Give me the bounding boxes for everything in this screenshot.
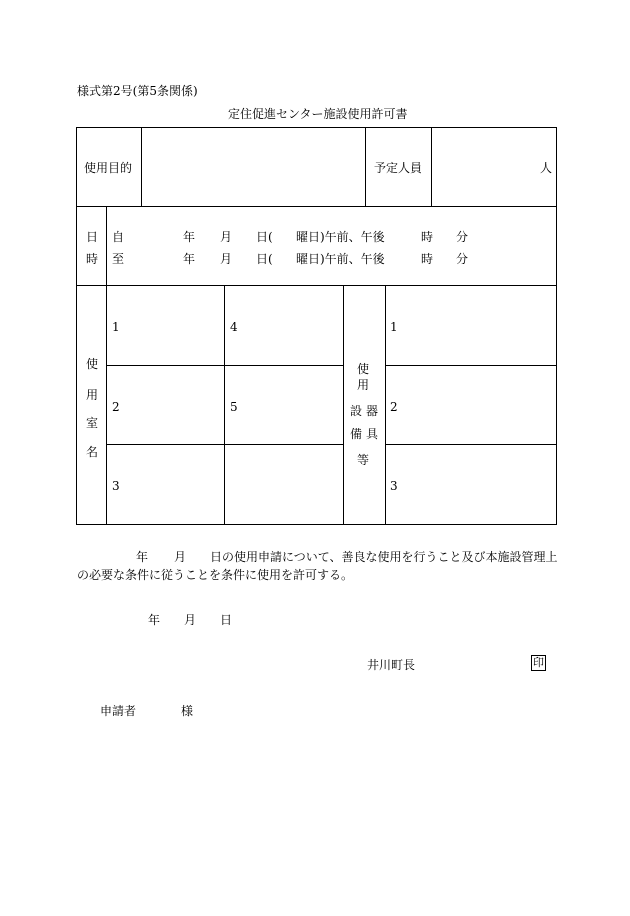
room-number: 2 — [112, 400, 120, 414]
col-divider — [106, 285, 107, 525]
permission-year: 年 — [136, 550, 149, 564]
room-number: 1 — [112, 320, 120, 334]
room-label-char: 用 — [86, 388, 99, 402]
room-label-char: 名 — [86, 445, 99, 459]
equipment-label-char: 具 — [366, 427, 379, 441]
from-year: 年 — [183, 230, 196, 244]
row-divider — [385, 365, 557, 366]
to-day: 日( — [256, 252, 273, 266]
permission-line1: 日の使用申請について、善良な使用を行うこと及び本施設管理上 — [210, 550, 558, 564]
room-number: 4 — [230, 320, 238, 334]
equipment-number: 1 — [390, 320, 398, 334]
equipment-label-char: 器 — [366, 404, 379, 418]
expected-people-label: 予定人員 — [374, 161, 423, 175]
document-title: 定住促進センター施設使用許可書 — [228, 107, 408, 121]
permission-line2: の必要な条件に従うことを条件に使用を許可する。 — [77, 568, 354, 582]
row-divider — [76, 285, 557, 286]
purpose-field[interactable] — [146, 135, 360, 201]
people-unit: 人 — [540, 161, 553, 175]
date-day: 日 — [220, 613, 233, 627]
equipment-label-char: 用 — [357, 378, 370, 392]
to-minute: 分 — [456, 252, 469, 266]
col-divider — [106, 206, 107, 285]
to-month: 月 — [220, 252, 233, 266]
to-hour: 時 — [421, 252, 434, 266]
room-number: 5 — [230, 400, 238, 414]
from-day: 日( — [256, 230, 273, 244]
col-divider — [365, 127, 366, 206]
equipment-number: 3 — [390, 479, 398, 493]
equipment-label-char: 使 — [357, 362, 370, 376]
col-divider — [343, 285, 344, 525]
row-divider — [385, 444, 557, 445]
room-number: 3 — [112, 479, 120, 493]
datetime-label-2: 時 — [86, 252, 99, 266]
room-label-char: 使 — [86, 357, 99, 371]
from-minute: 分 — [456, 230, 469, 244]
from-weekday: 曜日)午前、午後 — [296, 230, 385, 244]
col-divider — [141, 127, 142, 206]
form-number: 様式第2号(第5条関係) — [77, 84, 198, 98]
equipment-number: 2 — [390, 400, 398, 414]
date-year: 年 — [148, 613, 161, 627]
to-weekday: 曜日)午前、午後 — [296, 252, 385, 266]
equipment-label-char: 等 — [357, 453, 370, 467]
from-prefix: 自 — [112, 230, 125, 244]
permission-month: 月 — [174, 550, 187, 564]
seal-mark: 印 — [533, 656, 544, 669]
room-label-char: 室 — [86, 416, 99, 430]
applicant-label: 申請者 — [100, 704, 137, 718]
row-divider — [76, 206, 557, 207]
from-month: 月 — [220, 230, 233, 244]
from-hour: 時 — [421, 230, 434, 244]
datetime-label-1: 日 — [86, 230, 99, 244]
equipment-label-char: 設 — [350, 404, 363, 418]
purpose-label: 使用目的 — [84, 161, 133, 175]
col-divider — [385, 285, 386, 525]
to-prefix: 至 — [112, 252, 125, 266]
to-year: 年 — [183, 252, 196, 266]
date-month: 月 — [184, 613, 197, 627]
col-divider — [224, 285, 225, 525]
col-divider — [431, 127, 432, 206]
honorific: 様 — [181, 704, 194, 718]
issuer: 井川町長 — [367, 658, 416, 672]
expected-people-field[interactable] — [436, 135, 536, 201]
equipment-label-char: 備 — [350, 427, 363, 441]
